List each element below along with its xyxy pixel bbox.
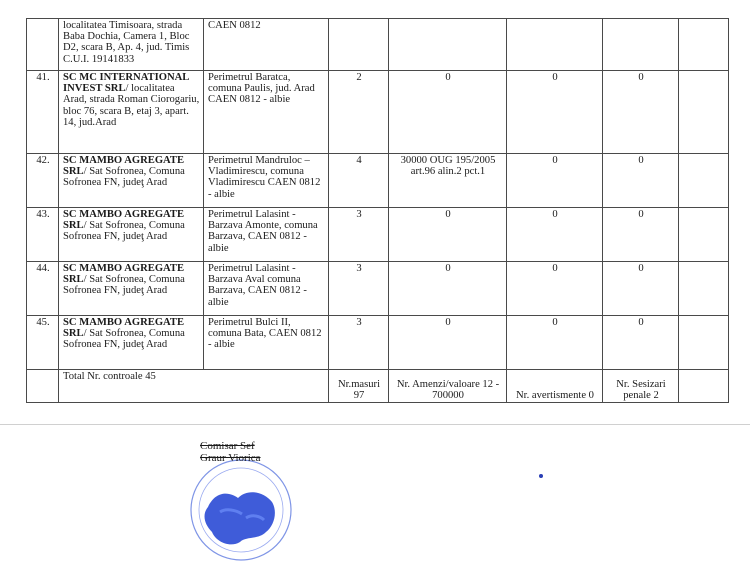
controls-table — [26, 18, 729, 403]
signature-name: Graur Viorica — [200, 452, 261, 464]
table-row — [27, 208, 729, 262]
operator-cell — [59, 71, 204, 154]
warnings-cell: 0 — [507, 262, 603, 316]
fines-cell — [389, 19, 507, 71]
referrals-cell — [603, 19, 679, 71]
extra-cell — [679, 19, 729, 71]
row-number: 41. — [27, 71, 59, 154]
referrals-cell: 0 — [603, 154, 679, 208]
operator-name: SC MC INTERNATIONAL INVEST SRL — [63, 72, 189, 95]
row-number: 42. — [27, 154, 59, 208]
perimeter-cell: Perimetrul Mandruloc – Vladimirescu, comuna Vladimirescu CAEN 0812 - albie — [204, 154, 329, 208]
table-row — [27, 316, 729, 370]
row-number: 43. — [27, 208, 59, 262]
referrals-cell: 0 — [603, 71, 679, 154]
warnings-cell: 0 — [507, 208, 603, 262]
extra-cell — [679, 262, 729, 316]
measures-cell: 3 — [329, 208, 389, 262]
totals-spacer — [27, 370, 59, 403]
perimeter-cell: Perimetrul Lalasint - Barzava Aval comuna Barzava, CAEN 0812 - albie — [204, 262, 329, 316]
perimeter-cell: Perimetrul Bulci II, comuna Bata, CAEN 0812 - albie — [204, 316, 329, 370]
page-divider — [0, 424, 750, 425]
totals-label: Total Nr. controale 45 — [59, 370, 329, 403]
operator-address: / Sat Sofronea, Comuna Sofronea FN, judeţ Arad — [63, 328, 185, 351]
referrals-cell: 0 — [603, 316, 679, 370]
totals-referrals: Nr. Sesizari penale 2 — [603, 370, 679, 403]
ink-dot — [539, 474, 543, 478]
signature-title: Comisar Sef — [200, 440, 255, 452]
operator-cell — [59, 262, 204, 316]
operator-address: / Sat Sofronea, Comuna Sofronea FN, judeţ Arad — [63, 274, 185, 297]
totals-row — [27, 370, 729, 403]
table-row-continuation — [27, 19, 729, 71]
fines-cell: 0 — [389, 262, 507, 316]
perimeter-cell: Perimetrul Lalasint - Barzava Amonte, comuna Barzava, CAEN 0812 - albie — [204, 208, 329, 262]
extra-cell — [679, 316, 729, 370]
measures-cell — [329, 19, 389, 71]
measures-cell: 3 — [329, 316, 389, 370]
measures-cell: 3 — [329, 262, 389, 316]
table-row — [27, 71, 729, 154]
warnings-cell: 0 — [507, 154, 603, 208]
table-row — [27, 154, 729, 208]
row-number: 45. — [27, 316, 59, 370]
operator-name: SC MAMBO AGREGATE SRL — [63, 209, 185, 232]
extra-cell — [679, 370, 729, 403]
totals-measures: Nr.masuri 97 — [329, 370, 389, 403]
measures-cell: 4 — [329, 154, 389, 208]
table-row — [27, 262, 729, 316]
operator-address: / localitatea Arad, strada Roman Ciorogariu, bloc 76, scara B, etaj 3, apart. 14, jud.Arad — [63, 83, 200, 128]
operator-name: SC MAMBO AGREGATE SRL — [63, 263, 185, 286]
extra-cell — [679, 208, 729, 262]
operator-cell: localitatea Timisoara, strada Baba Dochia, Camera 1, Bloc D2, scara B, Ap. 4, jud. Timis C.U.I. 19141833 — [59, 19, 204, 71]
extra-cell — [679, 154, 729, 208]
operator-address: / Sat Sofronea, Comuna Sofronea FN, judeţ Arad — [63, 166, 185, 189]
warnings-cell: 0 — [507, 71, 603, 154]
official-stamp — [186, 452, 296, 562]
operator-name: SC MAMBO AGREGATE SRL — [63, 317, 185, 340]
extra-cell — [679, 71, 729, 154]
totals-warnings: Nr. avertismente 0 — [507, 370, 603, 403]
fines-cell: 0 — [389, 208, 507, 262]
warnings-cell — [507, 19, 603, 71]
operator-address: / Sat Sofronea, Comuna Sofronea FN, judeţ Arad — [63, 220, 185, 243]
perimeter-cell: CAEN 0812 — [204, 19, 329, 71]
measures-cell: 2 — [329, 71, 389, 154]
operator-cell — [59, 208, 204, 262]
totals-fines: Nr. Amenzi/valoare 12 - 700000 — [389, 370, 507, 403]
row-number: 44. — [27, 262, 59, 316]
signature-block — [200, 440, 261, 464]
operator-cell — [59, 316, 204, 370]
fines-cell: 0 — [389, 316, 507, 370]
row-number — [27, 19, 59, 71]
fines-cell: 30000 OUG 195/2005 art.96 alin.2 pct.1 — [389, 154, 507, 208]
warnings-cell: 0 — [507, 316, 603, 370]
referrals-cell: 0 — [603, 208, 679, 262]
operator-name: SC MAMBO AGREGATE SRL — [63, 155, 185, 178]
fines-cell: 0 — [389, 71, 507, 154]
operator-cell — [59, 154, 204, 208]
perimeter-cell: Perimetrul Baratca, comuna Paulis, jud. Arad CAEN 0812 - albie — [204, 71, 329, 154]
referrals-cell: 0 — [603, 262, 679, 316]
